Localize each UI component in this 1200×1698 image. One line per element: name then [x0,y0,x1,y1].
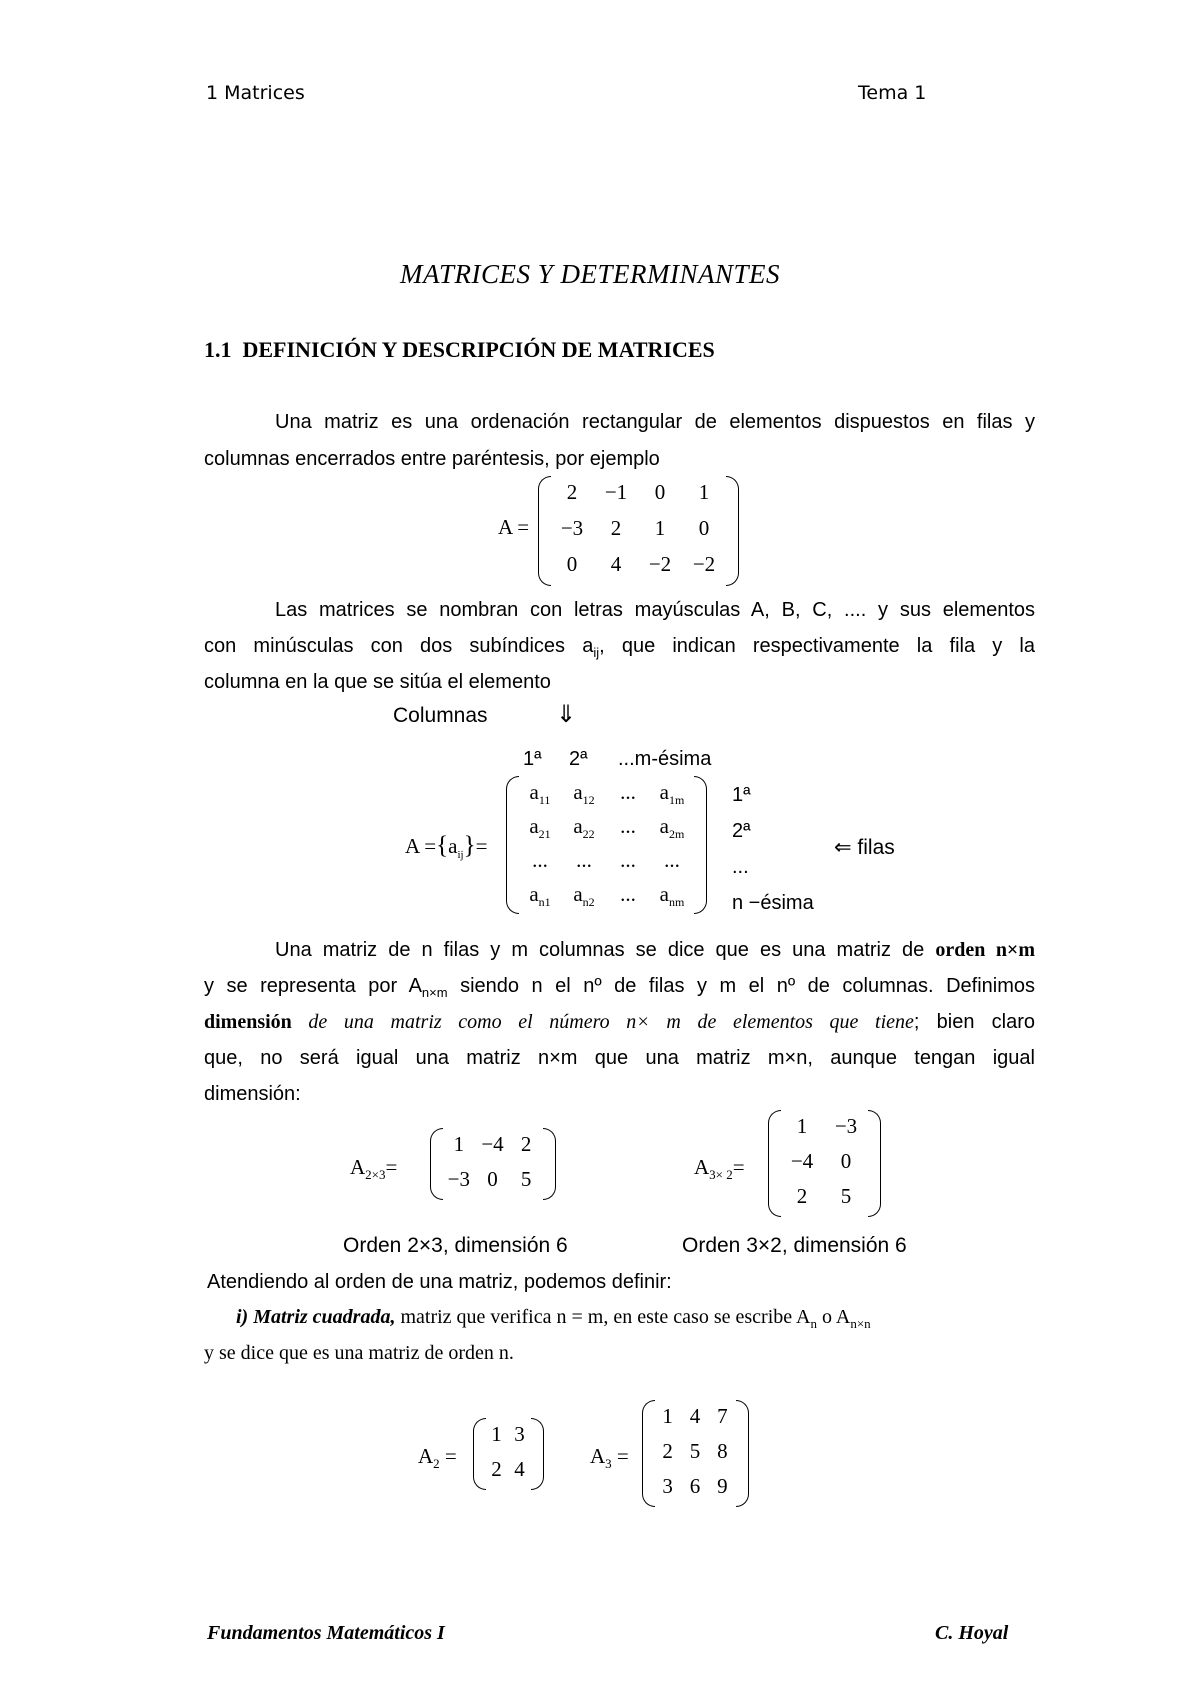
sq2-label [418,1444,457,1472]
matrix-2x3-cell: 5 [520,1167,532,1191]
paragraph-3-l3c: ; bien claro [913,1011,1035,1033]
col-header-2: 2ª [569,748,588,770]
orden-bold: orden n×m [935,939,1035,961]
general-equals: = [475,834,488,858]
general-matrix [506,776,706,916]
subscript-ij: ij [593,645,600,660]
paragraph-1-line-1: Una matriz es una ordenación rectangular de elementos dispuestos en filas y [275,411,1035,433]
down-arrow-icon: ⇓ [556,702,577,728]
matrix-a-cell: −2 [692,552,716,576]
matrix-2x3-cell: −3 [447,1167,470,1191]
ex32-a: A [694,1155,710,1179]
brace-close: } [463,832,476,859]
section-heading [204,337,715,363]
matrix-3x2-cell: 5 [840,1184,852,1208]
matrix-a-cell: 2 [566,480,578,504]
paragraph-1-line-2: columnas encerrados entre paréntesis, por ejemplo [204,448,660,470]
subscript-nxn: n×n [850,1316,871,1331]
general-elem: a [448,834,458,858]
matrix-a3-cell: 5 [689,1439,701,1463]
paragraph-3-l1a: Una matriz de n filas y m columnas se dice que es una matriz de [275,939,936,961]
paragraph-2-line-3: columna en la que se sitúa el elemento [204,671,551,693]
paragraph-3-line-1 [275,932,1035,968]
paragraph-5-l1c: o A [816,1306,851,1328]
matrix-a-right-paren [726,476,739,586]
matrix-a2-cell: 4 [514,1457,525,1481]
filas-label: ⇐ filas [834,836,895,859]
general-matrix-cell: $a_{12}$ [573,780,595,808]
matrix-a-cell: 4 [610,552,622,576]
matrix-a-cell: −3 [560,516,584,540]
matrix-a3-cell: 1 [662,1404,673,1428]
paragraph-2-line-2a: con minúsculas con dos subíndices a [204,635,594,657]
row-label-4: n −ésima [732,892,814,914]
sq3-eq: = [616,1444,629,1468]
ex32-eq: = [732,1155,745,1179]
col-header-1: 1ª [523,748,542,770]
sq2-a: A [418,1444,434,1468]
matrix-2x3-cell: 0 [487,1167,498,1191]
footer-right: C. Hoyal [935,1622,1009,1644]
matrix-a2-cell: 3 [514,1422,525,1446]
general-matrix-cell: ... [620,814,636,838]
subscript-n: n [810,1316,817,1331]
subscript-nxm: n×m [421,985,448,1000]
dimension-bold: dimensión [204,1011,292,1033]
matrix-a3-cell: 3 [662,1474,673,1498]
matrix-3x2-cell: 2 [796,1184,808,1208]
row-label-1: 1ª [732,784,751,806]
paragraph-3-l2a: y se representa por A [204,975,422,997]
header-right: Tema 1 [858,82,927,104]
page-title: MATRICES Y DETERMINANTES [400,259,780,289]
general-matrix-cell: $a_{2m}$ [659,814,685,842]
matrix-a-cell: 0 [654,480,666,504]
general-matrix-cell: ... [576,848,592,872]
matrix-a2-cell: 1 [491,1422,502,1446]
paragraph-4: Atendiendo al orden de una matriz, podemos definir: [207,1271,672,1293]
sq3-sub: 3 [605,1456,612,1472]
general-elem-sub: ij [457,849,464,862]
col-header-3: ...m-ésima [618,748,712,770]
row-label-3: ... [732,856,749,878]
ex32-label [694,1155,745,1183]
matrix-2x3-cell: 2 [520,1132,532,1156]
row-label-2: 2ª [732,820,751,842]
ex23-label [350,1155,397,1183]
matrix-a-cell: 0 [566,552,578,576]
ex32-caption: Orden 3×2, dimensión 6 [682,1234,907,1257]
section-number: 1.1 [204,337,232,362]
general-matrix-cell: ... [664,848,680,872]
paragraph-5-line-2: y se dice que es una matriz de orden n. [204,1342,514,1364]
paragraph-2-line-1: Las matrices se nombran con letras mayúsculas A, B, C, .... y sus elementos [275,599,1035,621]
matrix-3x2-cell: 1 [796,1114,808,1138]
matrix-3x2-cell: −3 [834,1114,858,1138]
matrix-a3-cell: 7 [717,1404,728,1428]
matrix-2x3-cell: 1 [453,1132,465,1156]
matrix-2x3-cell: −4 [481,1132,504,1156]
columnas-label: Columnas [393,704,488,727]
general-matrix-cell: $a_{n2}$ [573,882,595,910]
general-matrix-cell: $a_{1m}$ [659,780,685,808]
matrix-3x2-right-paren [868,1110,881,1217]
sq3-a: A [590,1444,606,1468]
paragraph-3-line-3 [204,1004,1035,1040]
matrix-a3-cell: 8 [717,1439,728,1463]
paragraph-2-line-2b: , que indican respectivamente la fila y la [599,635,1035,657]
matrix-a3-cell: 9 [717,1474,728,1498]
matrix-a2-right-paren [531,1418,544,1490]
matrix-a2 [473,1418,543,1492]
dimension-definition: de una matriz como el número n× m de elementos que tiene [291,1011,914,1033]
matrix-a [538,476,738,588]
general-matrix-cell: ... [620,848,636,872]
matrix-a3-cell: 4 [689,1404,701,1428]
footer-left: Fundamentos Matemáticos I [207,1622,445,1644]
ex32-sub: 3× 2 [709,1167,733,1183]
paragraph-5-line-1 [236,1306,871,1332]
matriz-cuadrada-term: i) Matriz cuadrada, [236,1306,396,1328]
general-matrix-cell: ... [620,882,636,906]
brace-open: { [436,832,449,859]
matrix-3x2 [768,1110,880,1219]
header-left: 1 Matrices [206,82,305,104]
matrix-a-cell: −1 [604,480,628,504]
matrix-a3-right-paren [736,1400,749,1507]
paragraph-3-l2b: siendo n el nº de filas y m el nº de columnas. Definimos [447,975,1036,997]
sq2-eq: = [444,1444,457,1468]
general-matrix-cell: $a_{nm}$ [659,882,685,910]
ex23-caption: Orden 2×3, dimensión 6 [343,1234,568,1257]
matrix-a-cell: 1 [654,516,666,540]
matrix-a-cell: 0 [698,516,710,540]
paragraph-3-line-5: dimensión: [204,1083,301,1105]
section-title: DEFINICIÓN Y DESCRIPCIÓN DE MATRICES [242,337,715,362]
paragraph-3-line-4: que, no será igual una matriz n×m que una matriz m×n, aunque tengan igual [204,1047,1035,1069]
general-matrix-cell: $a_{21}$ [529,814,551,842]
matrix-a2-cell: 2 [491,1457,502,1481]
general-matrix-cell: $a_{11}$ [529,780,551,808]
ex23-sub: 2×3 [365,1167,386,1183]
matrix-2x3-right-paren [543,1128,556,1200]
sq3-label [590,1444,629,1472]
general-matrix-label [405,832,487,861]
paragraph-5-l1b: matriz que verifica n = m, en este caso se escribe A [395,1306,811,1328]
matrix-a3-cell: 6 [689,1474,701,1498]
general-a-label: A = [405,834,437,858]
general-matrix-cell: $a_{22}$ [573,814,595,842]
general-matrix-cell: ... [620,780,636,804]
general-matrix-right-paren [694,776,707,914]
matrix-a-cell: 1 [698,480,710,504]
general-matrix-cell: ... [532,848,548,872]
general-matrix-cell: $a_{n1}$ [529,882,551,910]
ex23-eq: = [385,1155,398,1179]
sq2-sub: 2 [433,1456,440,1472]
matrix-a-cell: −2 [648,552,672,576]
matrix-a-label: A = [498,515,530,539]
ex23-a: A [350,1155,366,1179]
matrix-a3 [642,1400,748,1509]
matrix-a-cell: 2 [610,516,622,540]
matrix-3x2-cell: −4 [790,1149,814,1173]
matrix-2x3 [430,1128,555,1202]
matrix-3x2-cell: 0 [840,1149,852,1173]
matrix-a3-cell: 2 [662,1439,673,1463]
